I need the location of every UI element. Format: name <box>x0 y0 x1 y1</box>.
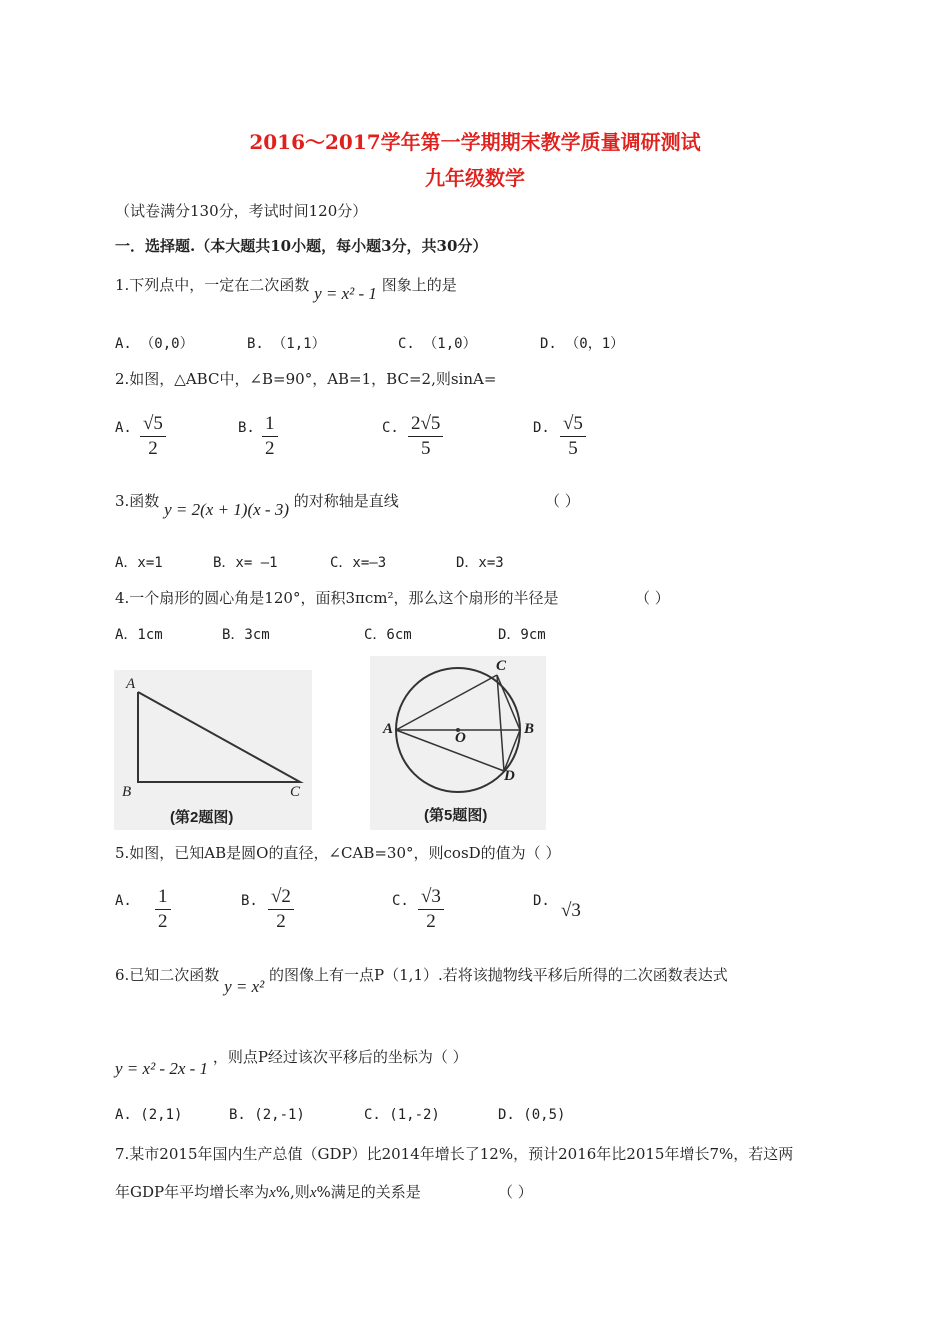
q5-b-den: 2 <box>276 911 286 932</box>
question-5: 5.如图，已知AB是圆O的直径，∠CAB=30°，则cosD的值为（ ） <box>115 844 561 862</box>
page-title: 2016～2017学年第一学期期末教学质量调研测试 <box>249 130 701 154</box>
figure-q2 <box>114 670 312 830</box>
q6-option-a: A. (2,1) <box>115 1107 183 1123</box>
question-6-line-2 <box>115 1046 468 1078</box>
q2-option-c <box>408 412 443 461</box>
fig2-label-b: B <box>122 784 132 800</box>
q7-line2-pre: 年GDP年平均增长率为 <box>115 1183 270 1201</box>
question-6 <box>115 964 728 996</box>
q6-formula-1: y = x² <box>224 977 265 996</box>
q2-d-num: √5 <box>560 412 586 437</box>
q4-option-c: C．6cm <box>364 627 412 643</box>
fig2-label-c: C <box>290 784 301 800</box>
section-heading: 一．选择题.（本大题共10小题，每小题3分，共30分） <box>115 237 488 255</box>
q5-label-a: A. <box>115 893 132 909</box>
question-7-line-2 <box>115 1181 421 1202</box>
q6-stem-pre: 6.已知二次函数 <box>115 966 220 984</box>
fig2-label-a: A <box>126 676 136 692</box>
fig5-label-b: B <box>524 721 535 737</box>
q1-option-d: D. （0，1） <box>540 336 625 352</box>
q5-option-b <box>268 885 294 934</box>
q2-option-b <box>262 412 278 461</box>
q5-option-a <box>155 885 171 934</box>
q5-c-den: 2 <box>426 911 436 932</box>
q5-b-num: √2 <box>268 885 294 910</box>
q2-label-b: B. <box>238 420 255 436</box>
q2-b-den: 2 <box>265 438 275 459</box>
q5-label-b: B. <box>241 893 258 909</box>
page-subtitle: 九年级数学 <box>425 166 525 190</box>
q1-option-b: B. （1,1） <box>247 336 326 352</box>
question-2: 2.如图，△ABC中，∠B=90°，AB=1，BC=2,则sinA= <box>115 370 497 388</box>
q6-option-d: D. (0,5) <box>498 1107 566 1123</box>
question-7: 7.某市2015年国内生产总值（GDP）比2014年增长了12%，预计2016年比2015年增长7%，若这两 <box>115 1145 794 1163</box>
q1-formula: y = x² - 1 <box>314 284 377 303</box>
q5-option-c <box>418 885 444 934</box>
q6-stem-post: 的图像上有一点P（1,1）.若将该抛物线平移后所得的二次函数表达式 <box>269 966 728 984</box>
q5-option-d-value: √3 <box>561 900 581 921</box>
q4-option-b: B．3cm <box>222 627 270 643</box>
q6-stem-2: ，则点P经过该次平移后的坐标为（ ） <box>212 1048 468 1066</box>
question-4: 4.一个扇形的圆心角是120°，面积3πcm²，那么这个扇形的半径是 <box>115 589 559 607</box>
q7-line2-mid: %,则 <box>275 1183 310 1201</box>
q2-c-den: 5 <box>420 438 431 459</box>
q3-option-c: C．x=—3 <box>330 555 387 571</box>
q5-a-num: 1 <box>155 885 171 910</box>
q2-a-den: 2 <box>148 438 158 459</box>
fig5-caption: (第5题图) <box>424 807 488 824</box>
q5-label-c: C. <box>392 893 409 909</box>
q4-option-d: D．9cm <box>498 627 546 643</box>
q5-c-num: √3 <box>418 885 444 910</box>
q4-option-a: A．1cm <box>115 627 163 643</box>
q7-answer-paren: （ ） <box>498 1183 533 1201</box>
q3-option-b: B．x= —1 <box>213 555 278 571</box>
q7-var-2: x <box>309 1185 317 1201</box>
q2-c-num: 2√5 <box>408 412 443 437</box>
fig5-label-a: A <box>383 721 394 737</box>
q3-answer-paren: （ ） <box>545 492 580 510</box>
fig5-label-o: O <box>455 730 466 746</box>
q1-stem-pre: 1.下列点中，一定在二次函数 <box>115 276 310 294</box>
q2-option-a <box>140 412 166 461</box>
q6-formula-2: y = x² - 2x - 1 <box>115 1059 209 1078</box>
q2-option-d <box>560 412 586 461</box>
q4-answer-paren: （ ） <box>635 589 670 607</box>
question-1 <box>115 274 457 303</box>
q2-label-a: A. <box>115 420 132 436</box>
q3-formula: y = 2(x + 1)(x - 3) <box>164 500 289 519</box>
q2-label-d: D. <box>533 420 550 436</box>
fig5-label-d: D <box>504 768 515 784</box>
fig2-caption: (第2题图) <box>170 809 234 826</box>
q3-option-a: A．x=1 <box>115 555 163 571</box>
q2-label-c: C. <box>382 420 399 436</box>
q1-stem-post: 图象上的是 <box>381 276 457 294</box>
q2-a-num: √5 <box>140 412 166 437</box>
q2-b-num: 1 <box>262 412 278 437</box>
fig5-label-c: C <box>496 658 507 674</box>
q2-d-den: 5 <box>568 438 578 459</box>
q5-label-d: D. <box>533 893 550 909</box>
exam-note: （试卷满分130分，考试时间120分） <box>115 202 368 220</box>
q5-a-den: 2 <box>158 911 168 932</box>
q1-option-a: A. （0,0） <box>115 336 194 352</box>
question-3 <box>115 490 399 519</box>
q6-option-b: B. (2,-1) <box>229 1107 305 1123</box>
q3-stem-post: 的对称轴是直线 <box>293 492 399 510</box>
q3-stem-pre: 3.函数 <box>115 492 160 510</box>
q3-option-d: D．x=3 <box>456 555 504 571</box>
q7-var-1: x <box>269 1185 276 1201</box>
q1-option-c: C. （1,0） <box>398 336 477 352</box>
q7-line2-post: %满足的关系是 <box>316 1183 421 1201</box>
q6-option-c: C. (1,-2) <box>364 1107 440 1123</box>
figure-q5 <box>370 656 546 830</box>
